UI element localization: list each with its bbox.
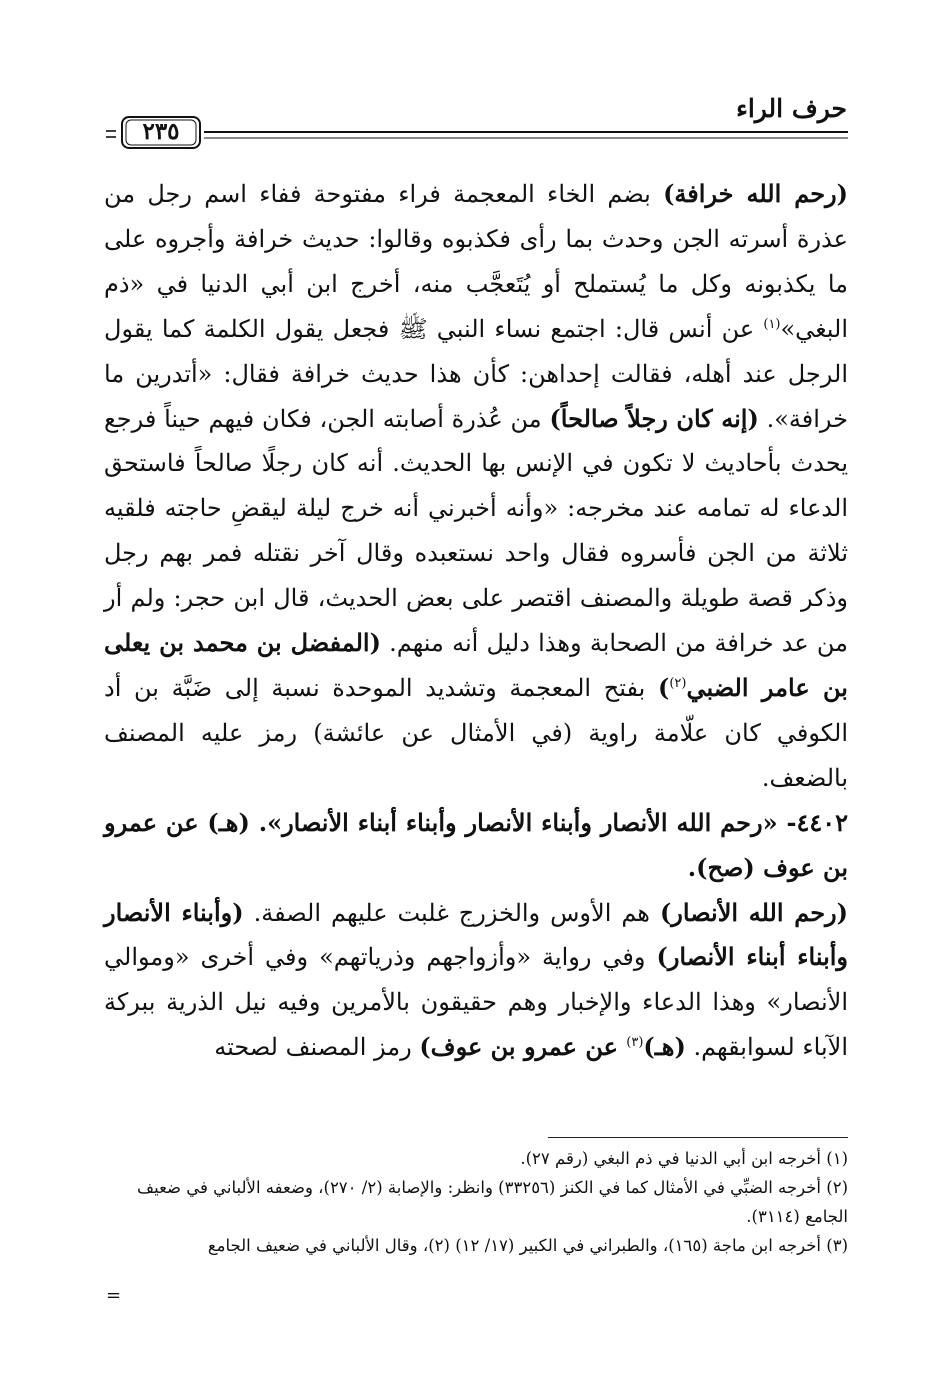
footnote-ref-3: (٣) [626,1035,644,1051]
footnote-ref-1: (١) [763,316,781,332]
hadith-text: ٤٤٠٢- «رحم الله الأنصار وأبناء الأنصار وأبناء أبناء الأنصار». (هـ) عن عمرو بن عوف (صح). [104,807,848,882]
text: بفتح المعجمة وتشديد الموحدة نسبة إلى ضَبَّة بن أد الكوفي كان علّامة راوية (في الأمثال عن عائشة) رمز عليه المصنف بالضعف. [104,673,848,792]
heading: (رحم الله الأنصار) [659,897,848,927]
chapter-title: حرف الراء [736,94,847,123]
paragraph-3 [104,891,848,1071]
heading: (إنه كان رجلاً صالحاً) [549,403,759,433]
heading: ) [657,672,670,702]
heading: (رحم الله خرافة) [663,179,849,208]
footnote-divider [548,1137,848,1138]
footnote-3: (٣) أخرجه ابن ماجة (١٦٥)، والطبراني في الكبير (١٧/ ١٢) (٢)، وقال الألباني في ضعيف الجامع [207,1236,848,1255]
heading: (وأبناء الأنصار وأبناء أبناء الأنصار) [104,897,849,972]
body-text [104,172,848,1070]
header-rule [104,112,848,152]
footnote-ref-2: (٢) [669,675,687,691]
heading: (المفضل بن محمد بن يعلى بن عامر الضبي [104,628,848,702]
text: وفي رواية «وأزواجهم وذرياتهم» وفي أخرى «وموالي الأنصار» وهذا الدعاء والإخبار وهم حقيقون بالأمرين وفيه نيل الذرية ببركة الآباء لسوابقهم. [104,943,848,1062]
paragraph-1 [104,172,848,801]
continuation-mark: = [106,1285,122,1306]
page-number: ٢٣٥ [142,118,180,145]
text: عن أنس قال: اجتمع نساء النبي ﷺ فجعل يقول الكلمة كما يقول الرجل عند أهله، فقالت إحداهن: كأن هذا حديث خرافة فقال: «أتدرين ما خرافة». [104,314,848,433]
text: بضم الخاء المعجمة فراء مفتوحة ففاء اسم رجل من عذرة أسرته الجن وحدث بما رأى فكذبوه وقالوا: حديث خرافة وأجروه على ما يكذبونه وكل ما يُستملح أو يُتَعجَّب منه، أخرج ابن أبي الدنيا في «ذم البغي» [104,180,848,343]
text: هم الأوس والخزرج غلبت عليهم الصفة. [243,898,660,927]
text: رمز المصنف لصحته [214,1033,420,1062]
hadith-entry [104,801,848,891]
footnote-1: (١) أخرجه ابن أبي الدنيا في ذم البغي (رقم ٢٧). [520,1149,848,1168]
text: من عُذرة أصابته الجن، فكان فيهم حيناً فرجع يحدث بأحاديث لا تكون في الإنس بها الحديث. أنه كان رجلًا صالحاً فاستحق الدعاء له تمامه عند مخرجه: «وأنه أخبرني أنه خرج ليلة ليقضِ حاجته فلقيه ثلاثة من الجن فأسروه فقال واحد نستعبده وقال آخر نقتله فمر بهم رجل وذكر قصة طويلة والمصنف اقتصر على بعض الحديث، قال ابن حجر: ولم أر من عد خرافة من الصحابة وهذا دليل أنه منهم. [104,404,849,658]
heading: (هـ) [643,1032,686,1062]
footnote-2: (٢) أخرجه الضبِّي في الأمثال كما في الكنز (٣٣٢٥٦) وانظر: والإصابة (٢/ ٢٧٠)، وضعفه الألباني في ضعيف الجامع (٣١١٤). [137,1178,848,1226]
footnotes [104,1144,848,1260]
heading: عن عمرو بن عوف) [419,1032,627,1062]
